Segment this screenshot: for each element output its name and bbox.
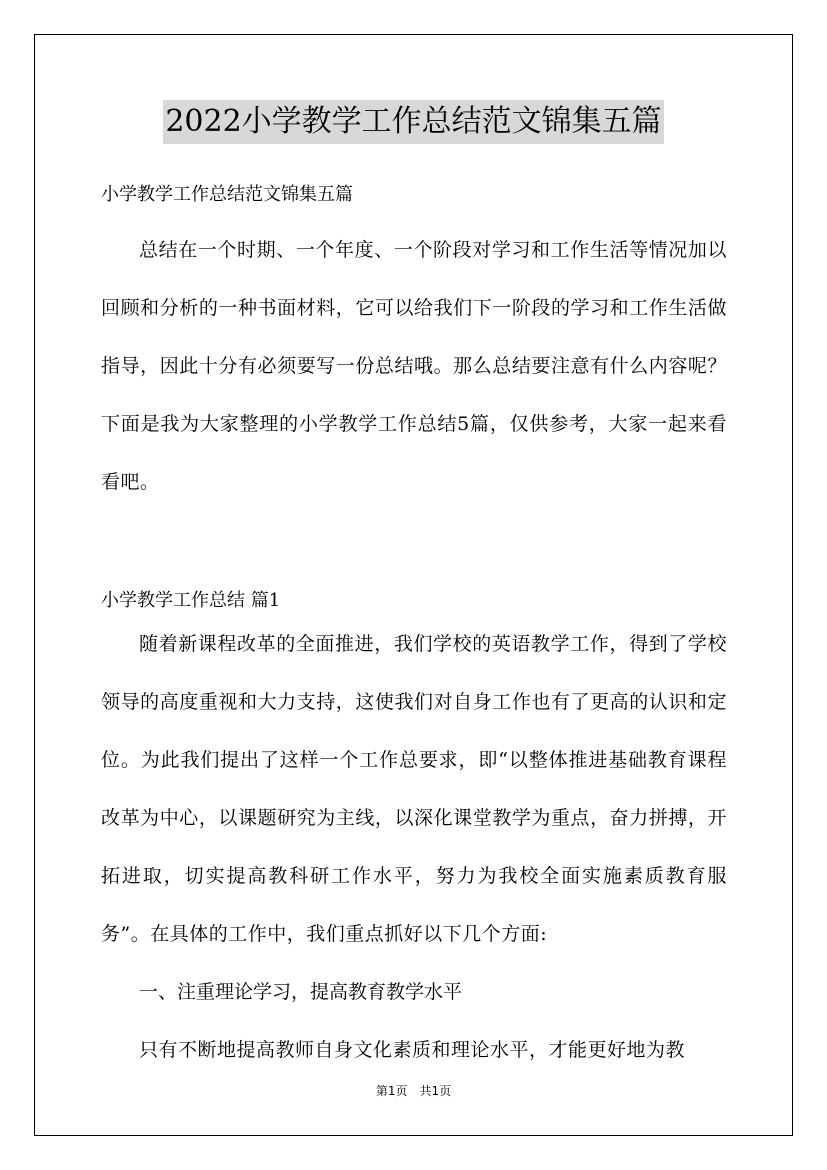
section-title: 小学教学工作总结 篇1 xyxy=(101,590,281,611)
point-1-heading: 一、注重理论学习，提高教育教学水平 xyxy=(139,981,463,1003)
document-title: 2022小学教学工作总结范文锦集五篇 xyxy=(163,100,663,144)
intro-paragraph: 总结在一个时期、一个年度、一个阶段对学习和工作生活等情况加以回顾和分析的一种书面材料，它可以给我们下一阶段的学习和工作生活做指导，因此十分有必须要写一份总结哦。那么总结要注意有什么内容呢？下面是我为大家整理的小学教学工作总结5篇，仅供参考，大家一起来看看吧。 xyxy=(101,239,727,493)
page-footer: 第1页 共1页 xyxy=(375,1084,452,1098)
section-paragraph: 随着新课程改革的全面推进，我们学校的英语教学工作，得到了学校领导的高度重视和大力支持，这使我们对自身工作也有了更高的认识和定位。为此我们提出了这样一个工作总要求，即“以整体推进基础教育课程改革为中心，以课题研究为主线，以深化课堂教学为重点，奋力拼搏，开拓进取，切实提高教科研工作水平，努力为我校全面实施素质教育服务”。在具体的工作中，我们重点抓好以下几个方面: xyxy=(101,633,727,945)
document-body xyxy=(101,180,727,1079)
point-1-paragraph: 只有不断地提高教师自身文化素质和理论水平，才能更好地为教 xyxy=(139,1039,686,1061)
title-container xyxy=(0,100,827,144)
document-subtitle: 小学教学工作总结范文锦集五篇 xyxy=(101,184,353,205)
